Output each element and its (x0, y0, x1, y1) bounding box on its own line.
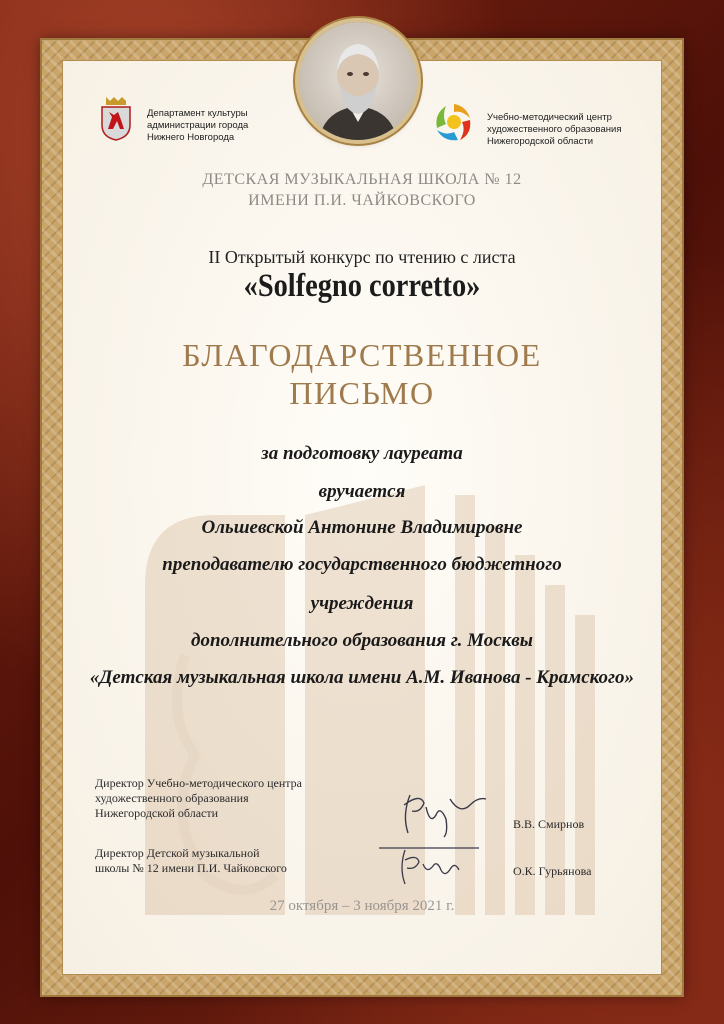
signatory-role-1: Директор Учебно-методического центра художественного образования Нижегородской области (95, 776, 302, 820)
event-dates: 27 октября – 3 ноября 2021 г. (269, 898, 455, 914)
signatory-role-2: Директор Детской музыкальной школы № 12 имени П.И. Чайковского (95, 846, 287, 875)
body-line: вручается (318, 481, 406, 502)
signature-1 (390, 785, 490, 840)
institution-name: «Детская музыкальная школа имени А.М. Иванова - Крамского» (89, 667, 635, 688)
contest-title: II Открытый конкурс по чтению с листа (208, 247, 516, 267)
school-name-line2: ИМЕНИ П.И. ЧАЙКОВСКОГО (248, 192, 476, 209)
signature-2 (375, 840, 485, 890)
body-line: дополнительного образования г. Москвы (191, 630, 533, 651)
department-name: Департамент культуры администрации города Нижнего Новгорода (147, 108, 249, 143)
signatory-name-2: О.К. Гурьянова (513, 864, 592, 878)
swirl-emblem-icon (432, 100, 476, 144)
portrait-figure-icon (299, 22, 417, 140)
body-line: за подготовку лауреата (261, 443, 463, 464)
school-name-line1: ДЕТСКАЯ МУЗЫКАЛЬНАЯ ШКОЛА № 12 (202, 171, 522, 188)
signatory-name-1: В.В. Смирнов (513, 817, 585, 831)
contest-name: «Solfegno corretto» (243, 268, 481, 304)
body-line: преподавателю государственного бюджетного (162, 554, 562, 575)
method-center-name: Учебно-методический центр художественного образования Нижегородской области (487, 112, 622, 147)
document-title-line2: ПИСЬМО (289, 375, 435, 411)
body-line: учреждения (310, 593, 414, 614)
recipient-name: Ольшевской Антонине Владимировне (201, 517, 523, 538)
composer-portrait (299, 22, 417, 140)
document-title-line1: БЛАГОДАРСТВЕННОЕ (182, 337, 542, 373)
coat-of-arms-deer-icon (98, 95, 134, 141)
